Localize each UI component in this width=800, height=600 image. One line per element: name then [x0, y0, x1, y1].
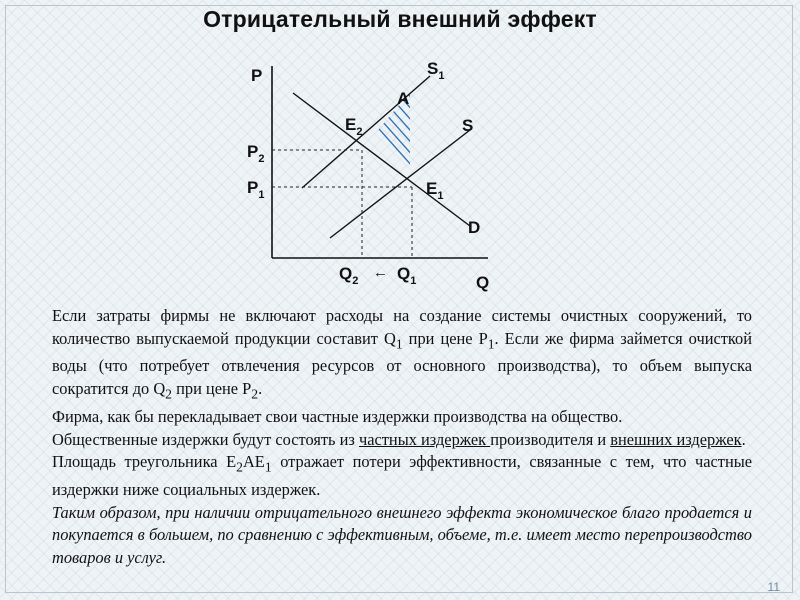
axis-q-label: Q: [476, 273, 490, 292]
price-p2-label: $P_2$: [247, 142, 265, 165]
paragraph-no-treatment: Если затраты фирмы не включают расходы на создание системы очистных сооружений, то количество выпускаемой продукции составит $Q_1$ при цене $Р_1$. Если же фирма займется очисткой воды (что потребует отвлечения ресурсов от основного производства), то объем выпуска сократится до $Q_2$ при цене $Р_2$.: [52, 306, 753, 402]
supply-line-s1: [302, 76, 430, 188]
paragraph-social-costs: Общественные издержки будут состоять из частных издержек производителя и внешних издержек.: [52, 429, 746, 449]
quantity-q2-label: $Q_2$: [339, 264, 359, 287]
slide-number: 11: [767, 580, 780, 594]
axis-p-label: P: [251, 66, 263, 85]
demand-line-d: [293, 93, 470, 226]
quantity-q1-label: $Q_1$: [397, 264, 417, 287]
curve-s1-label: $S_1$: [427, 59, 445, 82]
paragraph-cost-shift: Фирма, как бы перекладывает свои частные издержки производства на общество.: [52, 406, 623, 426]
efficiency-loss-hatch: [300, 40, 530, 220]
price-p1-label: $P_1$: [247, 178, 265, 201]
point-a-label: A: [397, 89, 410, 108]
curve-s-label: S: [462, 116, 474, 135]
curve-d-label: D: [468, 218, 481, 237]
supply-line-s: [330, 130, 470, 238]
shift-arrow: ←: [373, 264, 388, 281]
explanation-text: [52, 305, 752, 569]
slide-title: Отрицательный внешний эффект: [203, 6, 597, 32]
paragraph-conclusion: Таким образом, при наличии отрицательного внешнего эффекта экономическое благо продается и покупается в большем, по сравнению с эффективным, объеме, т.е. имеет место перепроизводство товаров и услуг.: [52, 502, 752, 567]
point-e1-label: $E_1$: [426, 179, 444, 202]
paragraph-triangle: Площадь треугольника $Е_2АЕ_1$ отражает потери эффективности, связанные с тем, что частные издержки ниже социальных издержек.: [52, 452, 753, 499]
point-e2-label: $E_2$: [345, 115, 363, 138]
